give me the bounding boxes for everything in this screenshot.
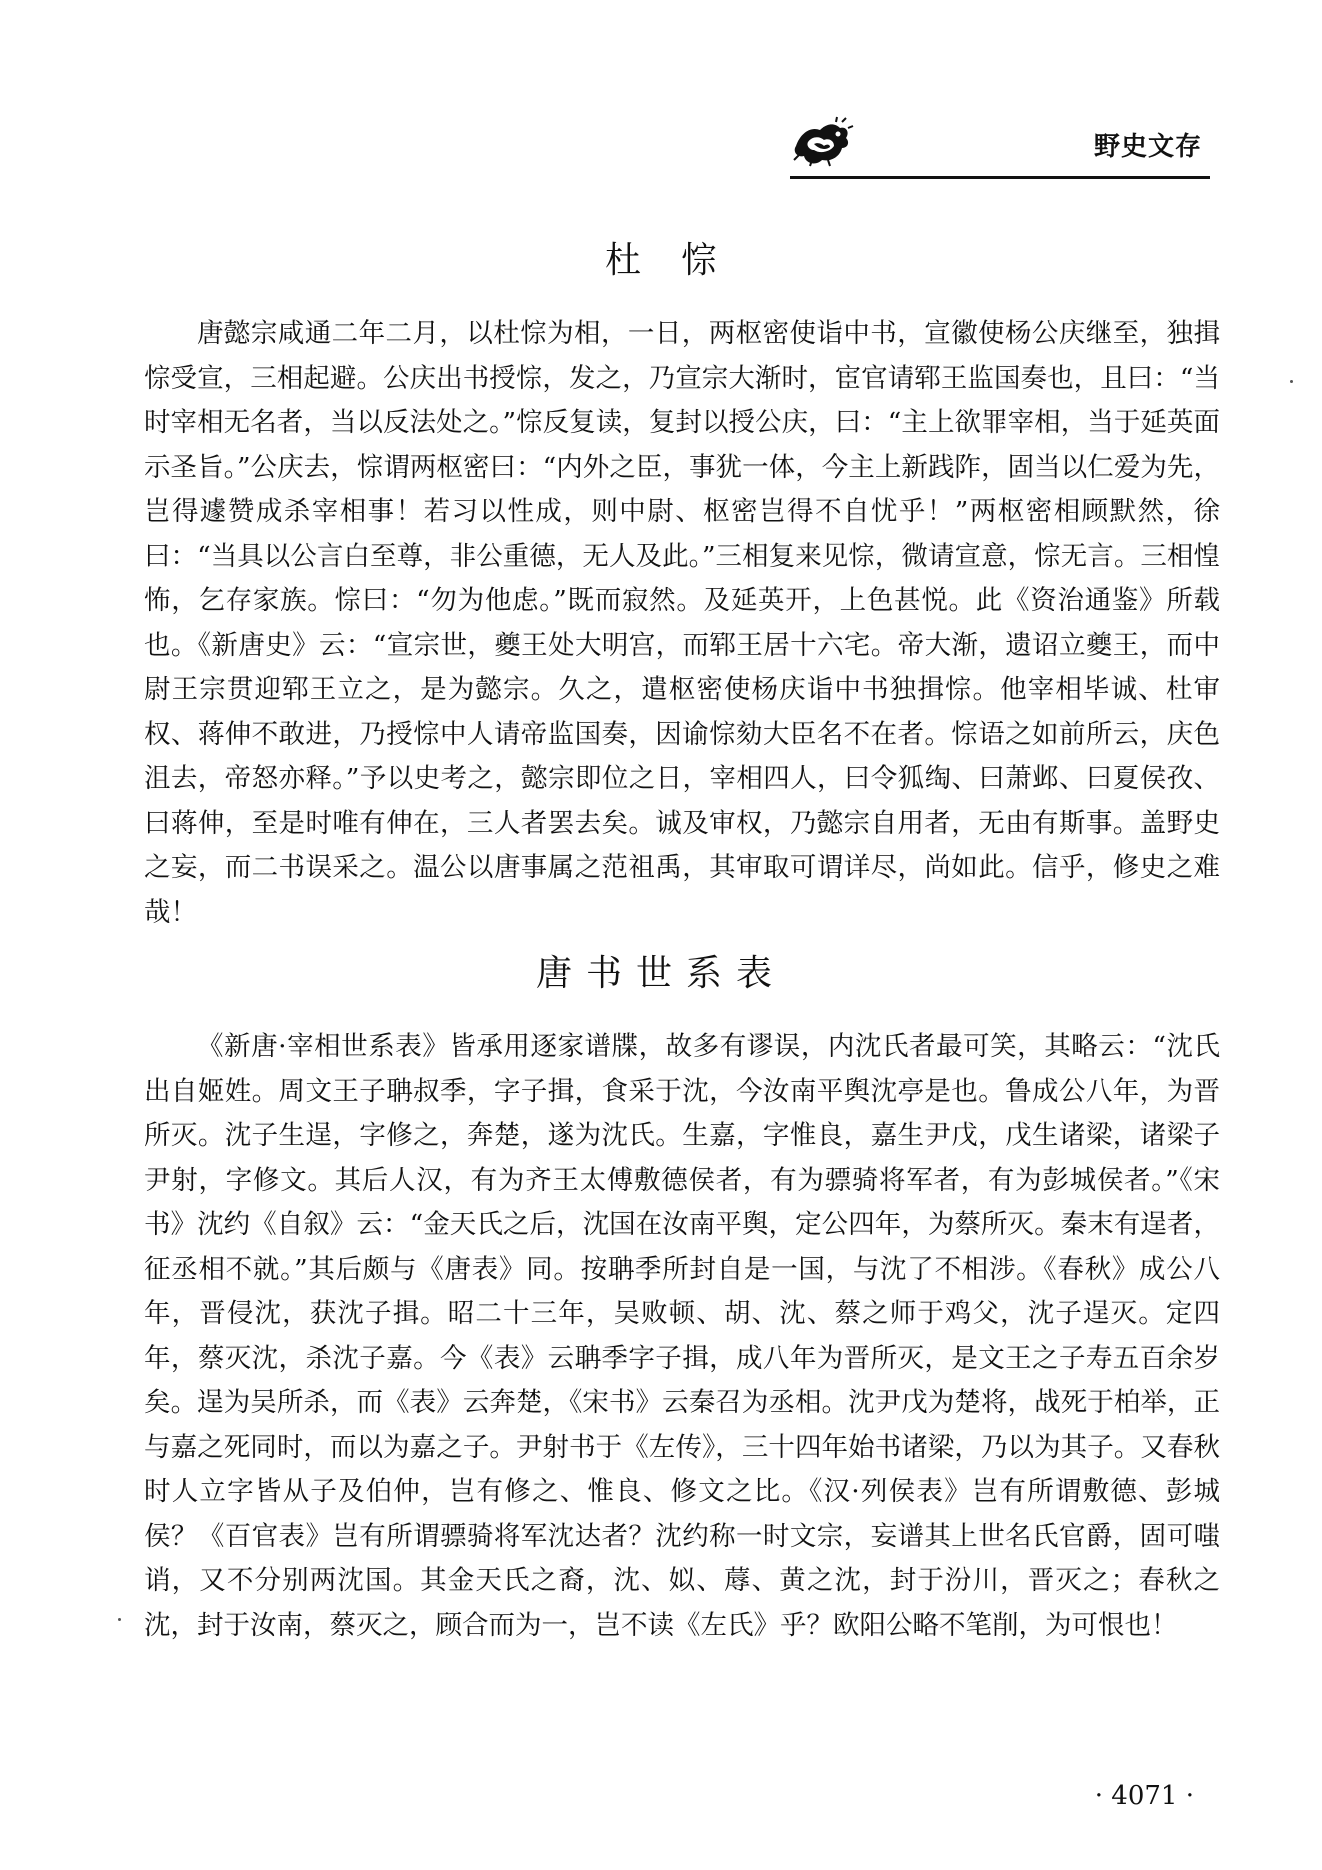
section-title-tang-genealogy: 唐书世系表 xyxy=(535,953,786,994)
section-body-du-cong: 唐懿宗咸通二年二月，以杜悰为相，一日，两枢密使诣中书，宣徽使杨公庆继至，独揖悰受宣，三相起避。公庆出书授悰，发之，乃宣宗大渐时，宦官请郓王监国奏也，且曰：“当时宰相无名者，当以反法处之。”悰反复读，复封以授公庆，曰：“主上欲罪宰相，当于延英面示圣旨。”公庆去，悰谓两枢密曰：“内外之臣，事犹一体，今主上新践阼，固当以仁爱为先，岂得遽赞成杀宰相事！若习以性成，则中尉、枢密岂得不自忧乎！”两枢密相顾默然，徐曰：“当具以公言白至尊，非公重德，无人及此。”三相复来见悰，微请宣意，悰无言。三相惶怖，乞存家族。悰曰：“勿为他虑。”既而寂然。及延英开，上色甚悦。此《资治通鉴》所载也。《新唐史》云：“宣宗世，夔王处大明宫，而郓王居十六宅。帝大渐，遗诏立夔王，而中尉王宗贯迎郓王立之，是为懿宗。久之，遣枢密使杨庆诣中书独揖悰。他宰相毕诚、杜审权、蒋伸不敢进，乃授悰中人请帝监国奏，因谕悰劾大臣名不在者。悰语之如前所云，庆色沮去，帝怒亦释。”予以史考之，懿宗即位之日，宰相四人，曰令狐绹、曰萧邺、曰夏侯孜、曰蒋伸，至是时唯有伸在，三人者罢去矣。诚及审权，乃懿宗自用者，无由有斯事。盖野史之妄，而二书误采之。温公以唐事属之范祖禹，其审取可谓详尽，尚如此。信乎，修史之难哉！ xyxy=(144,318,1220,928)
running-header-title: 野史文存 xyxy=(1093,132,1202,162)
scan-speck xyxy=(1290,380,1293,383)
scan-speck xyxy=(118,1618,121,1621)
section-body-tang-genealogy: 《新唐·宰相世系表》皆承用逐家谱牒，故多有谬误，内沈氏者最可笑，其略云：“沈氏出自姬姓。周文王子聃叔季，字子揖，食采于沈，今汝南平舆沈亭是也。鲁成公八年，为晋所灭。沈子生逞，字修之，奔楚，遂为沈氏。生嘉，字惟良，嘉生尹戊，戊生诸梁，诸梁子尹射，字修文。其后人汉，有为齐王太傅敷德侯者，有为骠骑将军者，有为彭城侯者。”《宋书》沈约《自叙》云：“金天氏之后，沈国在汝南平舆，定公四年，为蔡所灭。秦末有逞者，征丞相不就。”其后颇与《唐表》同。按聃季所封自是一国，与沈了不相涉。《春秋》成公八年，晋侵沈，获沈子揖。昭二十三年，吴败顿、胡、沈、蔡之师于鸡父，沈子逞灭。定四年，蔡灭沈，杀沈子嘉。今《表》云聃季字子揖，成八年为晋所灭，是文王之子寿五百余岁矣。逞为吴所杀，而《表》云奔楚，《宋书》云秦召为丞相。沈尹戊为楚将，战死于柏举，正与嘉之死同时，而以为嘉之子。尹射书于《左传》，三十四年始书诸梁，乃以为其子。又春秋时人立字皆从子及伯仲，岂有修之、惟良、修文之比。《汉·列侯表》岂有所谓敷德、彭城侯？《百官表》岂有所谓骠骑将军沈达者？沈约称一时文宗，妄谱其上世名氏官爵，固可嗤诮，又不分别两沈国。其金天氏之裔，沈、姒、蓐、黄之沈，封于汾川，晋灭之；春秋之沈，封于汝南，蔡灭之，顾合而为一，岂不读《左氏》乎？欧阳公略不笔削，为可恨也！ xyxy=(144,1031,1220,1641)
header-rule xyxy=(790,176,1210,179)
page-number: · 4071 · xyxy=(1094,1781,1194,1811)
dragon-emblem-icon xyxy=(790,116,854,168)
section-title-du-cong: 杜悰 xyxy=(604,240,757,281)
running-header xyxy=(790,112,1210,182)
